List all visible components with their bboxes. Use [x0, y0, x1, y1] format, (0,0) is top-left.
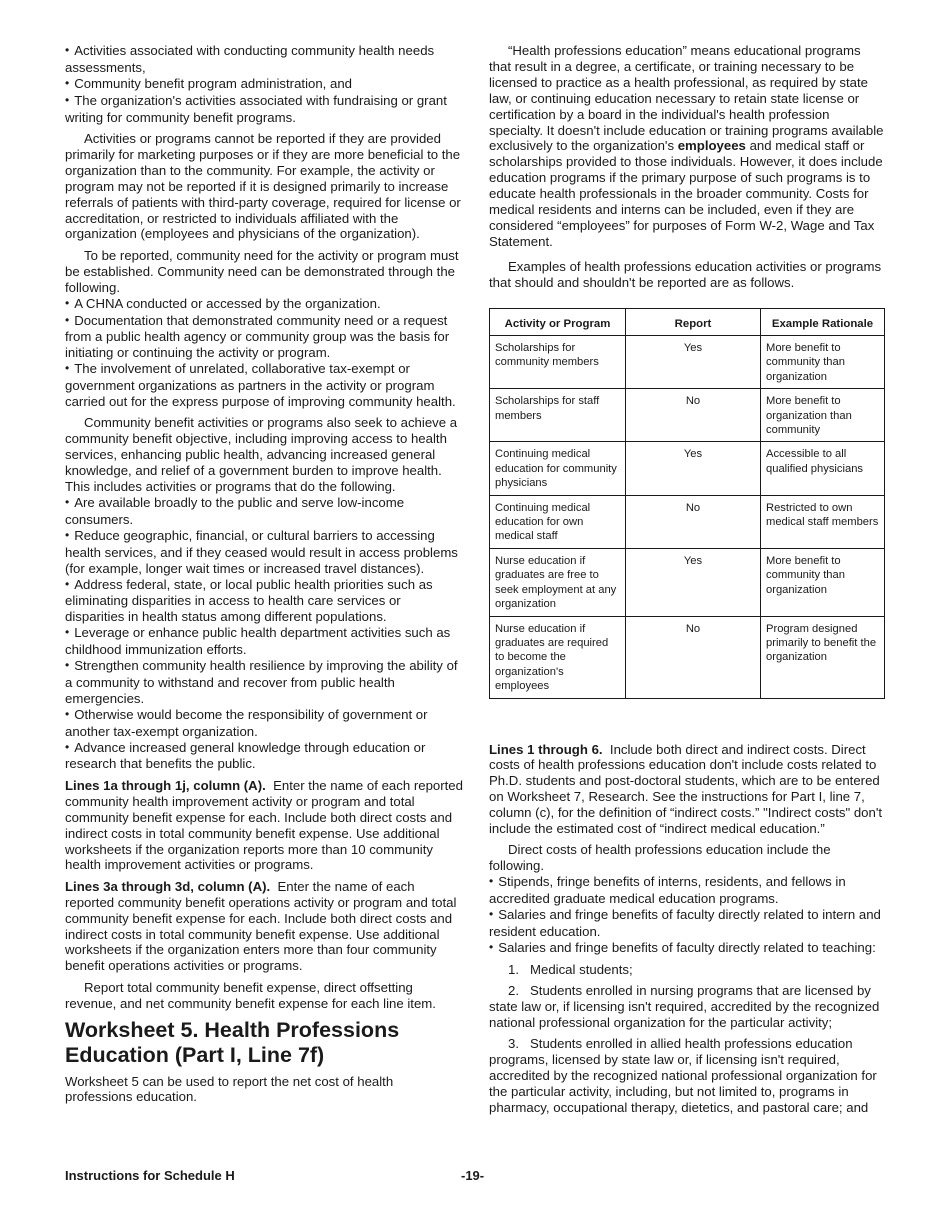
bullet-item: • Advance increased general knowledge through education or research that benefits the public. — [65, 740, 463, 773]
table-row — [490, 442, 885, 495]
table-row — [490, 389, 885, 442]
item-text: Students enrolled in nursing programs that are licensed by state law or, if licensing isn't required, accredited by the recognized national professional organization for the particular activity; — [489, 983, 880, 1031]
table-cell: Yes — [626, 336, 761, 389]
table-cell: No — [626, 495, 761, 548]
bullet-item: • Are available broadly to the public and serve low-income consumers. — [65, 495, 463, 528]
bullet-item: • Leverage or enhance public health department activities such as childhood immunization efforts. — [65, 625, 463, 658]
paragraph-text: Enter the name of each reported community health improvement activity or program and total community benefit expense for each. Include both direct costs and indirect costs in total community benefit expense. Use additional worksheets if the organization reports more than 10 community health improvement activities or programs. — [65, 777, 463, 873]
item-number: 3. — [508, 1035, 519, 1051]
table-cell: More benefit to organization than community — [761, 389, 885, 442]
paragraph — [65, 879, 463, 974]
table-cell: More benefit to community than organization — [761, 336, 885, 389]
bullet-item: • Stipends, fringe benefits of interns, residents, and fellows in accredited graduate medical education programs. — [489, 874, 886, 907]
paragraph: Direct costs of health professions education include the following. — [489, 842, 831, 874]
table-row — [490, 495, 885, 548]
line-heading: Lines 1a through 1j, column (A). — [65, 777, 266, 793]
paragraph — [65, 778, 463, 873]
bullet-item: • Documentation that demonstrated community need or a request from a public health agency or community group was the basis for initiating or continuing the activity or program. — [65, 313, 463, 362]
paragraph: Examples of health professions education activities or programs that should and shouldn't be reported are as follows. — [489, 258, 882, 290]
item-text: Students enrolled in allied health professions education programs, licensed by state law or, if licensing isn't required, accredited by the recognized national professional organization for the particular activity, including, but not limited to, programs in pharmacy, occupational therapy, dietetics, and pastoral care; and — [489, 1035, 877, 1115]
numbered-item — [489, 962, 886, 978]
bullet-item: • Otherwise would become the responsibility of government or another tax-exempt organization. — [65, 707, 463, 740]
examples-table — [489, 308, 885, 699]
table-cell: More benefit to community than organization — [761, 548, 885, 616]
emphasis-text: employees — [677, 138, 746, 154]
line-heading: Lines 3a through 3d, column (A). — [65, 878, 271, 894]
table-row — [490, 336, 885, 389]
paragraph: Community benefit activities or programs also seek to achieve a community benefit objective, including improving access to health services, enhancing public health, advancing increased general knowledge, and relief of a government burden to improve health. This includes activities or programs that do the following. — [65, 415, 458, 495]
numbered-item — [489, 983, 886, 1031]
bullet-item: • A CHNA conducted or accessed by the organization. — [65, 296, 463, 313]
item-number: 1. — [508, 962, 519, 978]
table-cell: Scholarships for staff members — [490, 389, 626, 442]
table-cell: Yes — [626, 442, 761, 495]
footer-title: Instructions for Schedule H — [65, 1168, 235, 1183]
bullet-item: • Community benefit program administration, and — [65, 76, 463, 93]
bullet-item: • The organization's activities associated with fundraising or grant writing for community benefit programs. — [65, 93, 463, 126]
page-footer — [65, 1168, 886, 1186]
paragraph-text: and medical staff or scholarships provided to those individuals. However, it does include education programs if the primary purpose of such programs is to educate health professionals in the broader community. Costs for medical residents and interns can be included, even if they are considered “employees” for purposes of Form W-2, Wage and Tax Statement. — [489, 138, 883, 249]
paragraph: To be reported, community need for the activity or program must be established. Community need can be demonstrated through the following. — [65, 247, 459, 295]
paragraph-text: Enter the name of each reported community benefit operations activity or program and total community benefit expense for each. Include both direct costs and indirect costs in total community benefit expense. Use additional worksheets if the organization enters more than four community benefit operations activities or programs. — [65, 878, 457, 974]
table-cell: Continuing medical education for own medical staff — [490, 495, 626, 548]
table-cell: Nurse education if graduates are required to become the organization's employees — [490, 616, 626, 698]
right-column — [489, 43, 886, 1120]
bullet-item: • Reduce geographic, financial, or cultural barriers to accessing health services, and if they ceased would result in access problems (for example, longer wait times or increased travel distances). — [65, 528, 463, 577]
paragraph-text: “Health professions education” means educational programs that result in a degree, a certificate, or training necessary to be licensed to practice as a health professional, as required by state law, or continuing education necessary to retain state license or certification by a board in the individual's health profession specialty. It doesn't include education or training programs available exclusively to the organization's — [489, 43, 884, 154]
table-cell: Accessible to all qualified physicians — [761, 442, 885, 495]
column-header: Report — [626, 308, 761, 335]
table-header-row — [490, 308, 885, 335]
table-cell: Scholarships for community members — [490, 336, 626, 389]
bullet-item: • Activities associated with conducting community health needs assessments, — [65, 43, 463, 76]
page-number: -19- — [461, 1168, 485, 1183]
paragraph: Worksheet 5 can be used to report the net cost of health professions education. — [65, 1073, 394, 1105]
bullet-item: • The involvement of unrelated, collaborative tax-exempt or government organizations as partners in the activity or program carried out for the express purpose of improving community health. — [65, 361, 463, 410]
table-row — [490, 616, 885, 698]
item-number: 2. — [508, 983, 519, 999]
paragraph-text: Include both direct and indirect costs. Direct costs of health professions education don't include costs related to Ph.D. students and post-doctoral students, which are to be entered on Worksheet 7, Research. See the instructions for Part I, line 7, column (c), for the definition of “indirect costs.” "Indirect costs" don't include the estimated cost of “indirect medical education.” — [489, 741, 883, 837]
paragraph: Report total community benefit expense, direct offsetting revenue, and net community benefit expense for each line item. — [65, 979, 436, 1011]
paragraph — [489, 742, 886, 837]
table-cell: Program designed primarily to benefit the organization — [761, 616, 885, 698]
table-cell: No — [626, 389, 761, 442]
paragraph: Activities or programs cannot be reported if they are provided primarily for marketing purposes or if they are more beneficial to the organization than to the community. For example, the activity or program may not be reported if it is designed primarily to increase referrals of patients with third-party coverage, required for license or accreditation, or restricted to individuals affiliated with the organization (employees and physicians of the organization). — [65, 131, 461, 242]
table-cell: Yes — [626, 548, 761, 616]
left-column — [65, 43, 463, 1111]
bullet-item: • Strengthen community health resilience by improving the ability of a community to withstand and recover from public health emergencies. — [65, 658, 463, 707]
table-cell: Continuing medical education for community physicians — [490, 442, 626, 495]
table-cell: Restricted to own medical staff members — [761, 495, 885, 548]
section-heading: Worksheet 5. Health Professions Education (Part I, Line 7f) — [65, 1017, 400, 1068]
column-header: Example Rationale — [761, 308, 885, 335]
line-heading: Lines 1 through 6. — [489, 741, 603, 757]
bullet-item: • Salaries and fringe benefits of faculty directly related to intern and resident education. — [489, 907, 886, 940]
table-row — [490, 548, 885, 616]
table-cell: Nurse education if graduates are free to seek employment at any organization — [490, 548, 626, 616]
table-cell: No — [626, 616, 761, 698]
paragraph — [489, 43, 886, 250]
column-header: Activity or Program — [490, 308, 626, 335]
bullet-item: • Address federal, state, or local public health priorities such as eliminating disparities in access to health care services or disparities in health status among different populations. — [65, 577, 463, 626]
item-text: Medical students; — [530, 962, 633, 978]
numbered-item — [489, 1036, 886, 1116]
bullet-item: • Salaries and fringe benefits of faculty directly related to teaching: — [489, 940, 886, 957]
